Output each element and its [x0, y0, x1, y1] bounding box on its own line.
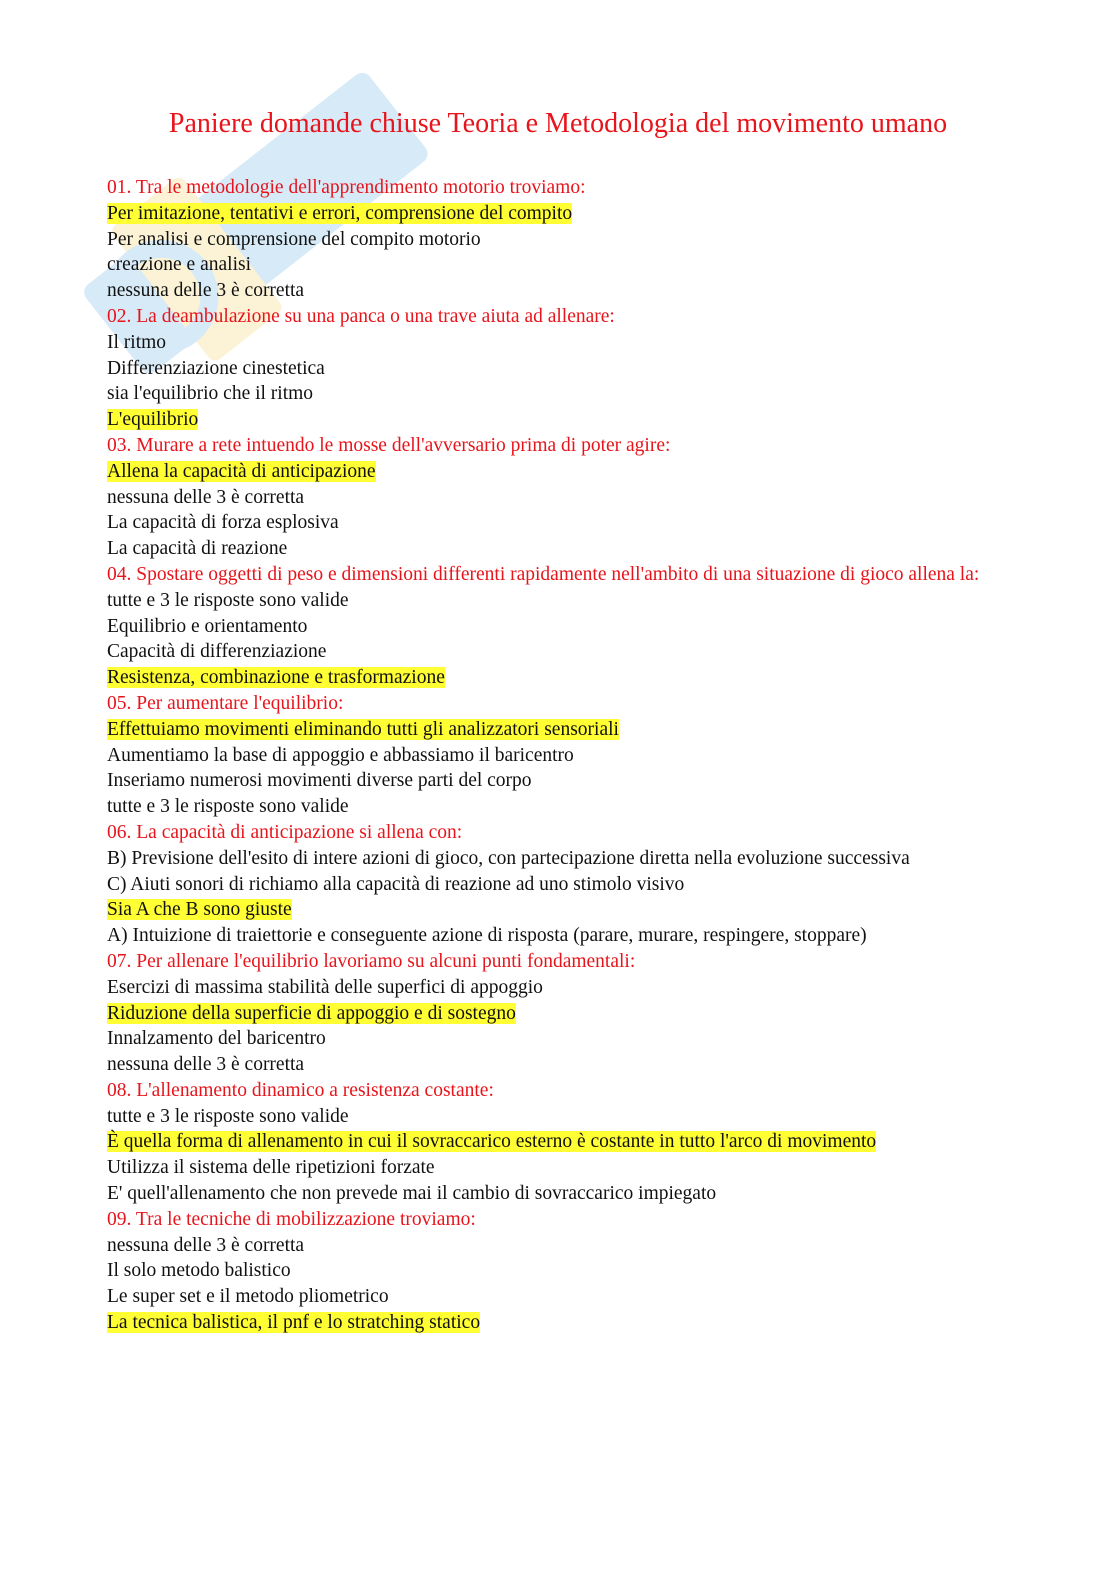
correct-answer: La tecnica balistica, il pnf e lo stratching statico: [107, 1312, 481, 1334]
question-text: 01. Tra le metodologie dell'apprendimento motorio troviamo:: [107, 177, 586, 198]
question-text: 04. Spostare oggetti di peso e dimensioni differenti rapidamente nell'ambito di una situazione di gioco allena la:: [107, 563, 980, 585]
question-block: [107, 304, 1007, 433]
answer-option: tutte e 3 le risposte sono valide: [107, 1105, 349, 1127]
answer-option: Esercizi di massima stabilità delle superfici di appoggio: [107, 976, 543, 998]
answer-option: E' quell'allenamento che non prevede mai il cambio di sovraccarico impiegato: [107, 1183, 717, 1205]
question-text: 02. La deambulazione su una panca o una trave aiuta ad allenare:: [107, 305, 615, 327]
answer-option: [107, 459, 1007, 485]
answer-option: [107, 1129, 1007, 1155]
page-title: Paniere domande chiuse Teoria e Metodologia del movimento umano: [168, 108, 948, 139]
answer-option: sia l'equilibrio che il ritmo: [107, 383, 314, 405]
question-block: [107, 562, 1007, 691]
correct-answer: Allena la capacità di anticipazione: [107, 460, 376, 482]
answer-option: Utilizza il sistema delle ripetizioni forzate: [107, 1157, 435, 1179]
answer-option: nessuna delle 3 è corretta: [107, 486, 305, 508]
answer-option: creazione e analisi: [107, 254, 251, 276]
question-block: [107, 175, 1007, 304]
correct-answer: Resistenza, combinazione e trasformazione: [107, 667, 445, 689]
correct-answer: È quella forma di allenamento in cui il sovraccarico esterno è costante in tutto l'arco di movimento: [107, 1131, 877, 1153]
answer-option: [107, 201, 1007, 227]
answer-option: C) Aiuti sonori di richiamo alla capacità di reazione ad uno stimolo visivo: [107, 873, 685, 895]
answer-option: La capacità di reazione: [107, 538, 288, 560]
answer-option: Differenziazione cinestetica: [107, 357, 325, 379]
answer-option: Equilibrio e orientamento: [107, 615, 308, 637]
answer-option: [107, 407, 1007, 433]
answer-option: Per analisi e comprensione del compito motorio: [107, 228, 481, 250]
correct-answer: Riduzione della superficie di appoggio e di sostegno: [107, 1002, 516, 1024]
question-block: [107, 1078, 1007, 1207]
answer-option: A) Intuizione di traiettorie e conseguente azione di risposta (parare, murare, respingere, stoppare): [107, 925, 867, 947]
question-block: [107, 949, 1007, 1078]
question-block: [107, 691, 1007, 820]
question-text: 03. Murare a rete intuendo le mosse dell'avversario prima di poter agire:: [107, 434, 671, 456]
answer-option: tutte e 3 le risposte sono valide: [107, 796, 349, 818]
question-text: 07. Per allenare l'equilibrio lavoriamo su alcuni punti fondamentali:: [107, 950, 636, 972]
answer-option: [107, 1310, 1007, 1336]
question-block: [107, 1207, 1007, 1336]
question-text: 09. Tra le tecniche di mobilizzazione troviamo:: [107, 1208, 476, 1230]
answer-option: [107, 1001, 1007, 1027]
answer-option: tutte e 3 le risposte sono valide: [107, 589, 349, 611]
correct-answer: Per imitazione, tentativi e errori, comprensione del compito: [107, 202, 573, 224]
question-text: 06. La capacità di anticipazione si allena con:: [107, 821, 463, 843]
question-text: 05. Per aumentare l'equilibrio:: [107, 692, 344, 714]
question-list: [107, 175, 1007, 1336]
answer-option: nessuna delle 3 è corretta: [107, 280, 305, 302]
question-block: [107, 433, 1007, 562]
answer-option: [107, 665, 1007, 691]
answer-option: La capacità di forza esplosiva: [107, 512, 339, 534]
answer-option: Inseriamo numerosi movimenti diverse parti del corpo: [107, 770, 532, 792]
correct-answer: L'equilibrio: [107, 409, 199, 431]
correct-answer: Sia A che B sono giuste: [107, 899, 292, 921]
question-text: 08. L'allenamento dinamico a resistenza costante:: [107, 1079, 494, 1101]
answer-option: [107, 717, 1007, 743]
answer-option: Le super set e il metodo pliometrico: [107, 1286, 389, 1308]
answer-option: Il ritmo: [107, 331, 167, 353]
answer-option: nessuna delle 3 è corretta: [107, 1234, 305, 1256]
correct-answer: Effettuiamo movimenti eliminando tutti gli analizzatori sensoriali: [107, 718, 619, 740]
answer-option: [107, 897, 1007, 923]
answer-option: Il solo metodo balistico: [107, 1260, 291, 1282]
answer-option: B) Previsione dell'esito di intere azioni di gioco, con partecipazione diretta nella evoluzione successiva: [107, 847, 910, 869]
question-block: [107, 820, 1007, 949]
answer-option: Capacità di differenziazione: [107, 641, 327, 663]
answer-option: Aumentiamo la base di appoggio e abbassiamo il baricentro: [107, 744, 574, 766]
answer-option: Innalzamento del baricentro: [107, 1028, 326, 1050]
answer-option: nessuna delle 3 è corretta: [107, 1054, 305, 1076]
